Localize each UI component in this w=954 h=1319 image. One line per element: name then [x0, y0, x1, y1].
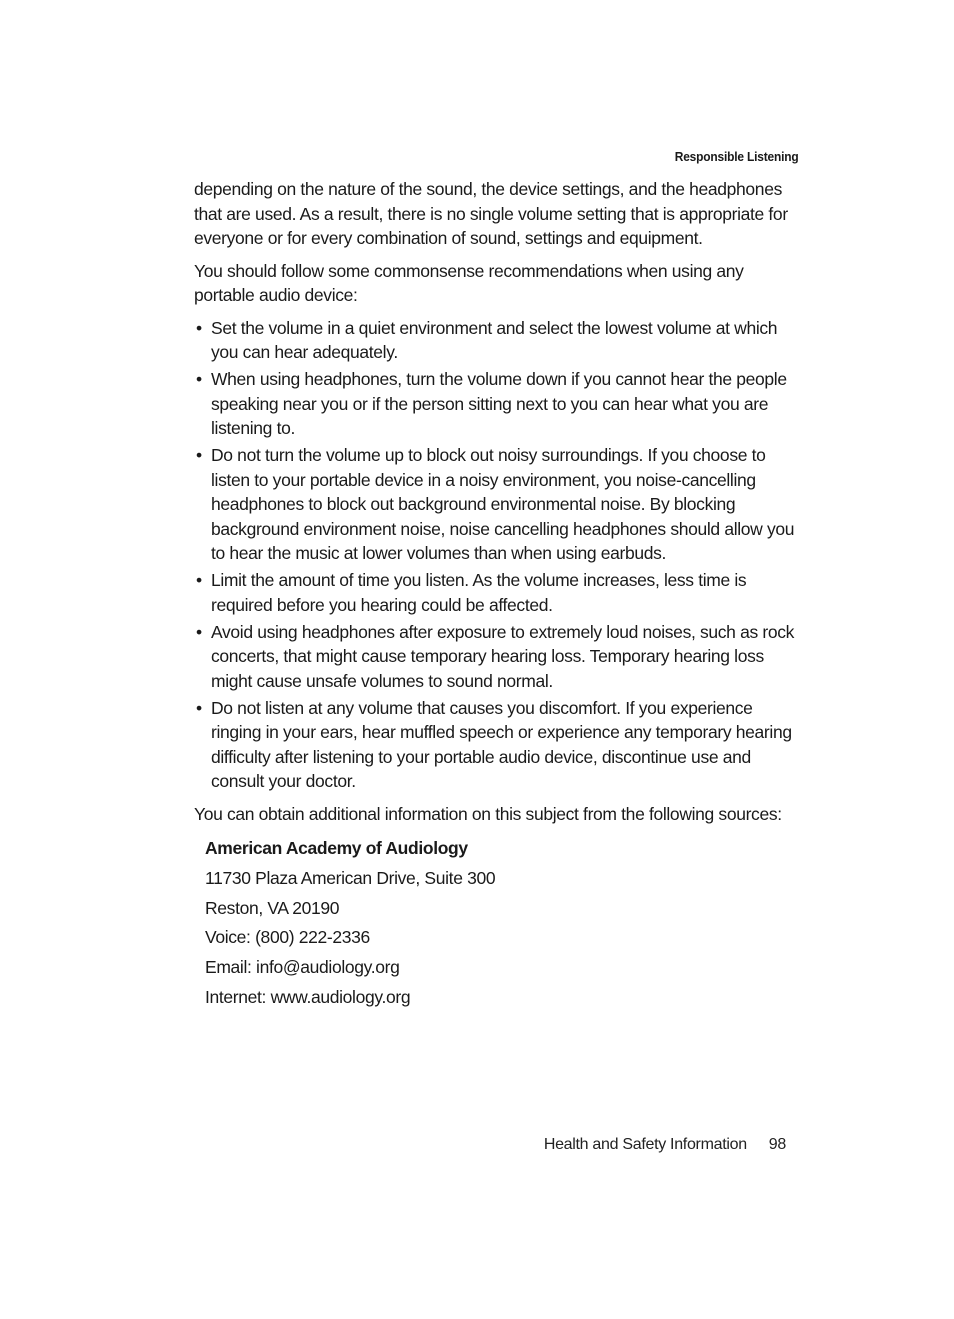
list-item: [194, 568, 798, 617]
list-item: [194, 443, 798, 566]
bullet-icon: •: [196, 445, 202, 465]
bullet-icon: •: [196, 369, 202, 389]
bullet-icon: •: [196, 621, 202, 642]
list-item: [194, 367, 798, 441]
bullet-icon: •: [196, 570, 202, 590]
contact-voice: Voice: (800) 222-2336: [205, 927, 370, 948]
list-item-text: Avoid using headphones after exposure to extremely loud noises, such as rock concerts, that might cause temporary hearing loss. Temporary hearing loss might cause unsafe volumes to sound normal.: [211, 621, 795, 691]
page-footer: [544, 1136, 786, 1154]
contact-block: [205, 834, 798, 1013]
paragraph-sources: You can obtain additional information on this subject from the following sources:: [194, 803, 782, 824]
contact-email: Email: info@audiology.org: [205, 957, 400, 978]
paragraph-recommendations: You should follow some commonsense recommendations when using any portable audio device:: [194, 260, 744, 305]
page-body: [194, 177, 798, 1013]
list-item: [194, 620, 798, 694]
footer-section-title: Health and Safety Information: [543, 1136, 747, 1153]
contact-city: Reston, VA 20190: [205, 897, 340, 918]
running-head: Responsible Listening: [674, 149, 798, 164]
bullet-icon: •: [196, 697, 202, 718]
list-item-text: Do not turn the volume up to block out noisy surroundings. If you choose to listen to your portable device in a noisy environment, you noise-cancelling headphones to block out background environmental noise. By blocking background environment noise, noise cancelling headphones should allow you to hear the music at lower volumes than when using earbuds.: [211, 445, 795, 563]
list-item-text: When using headphones, turn the volume down if you cannot hear the people speaking near you or if the person sitting next to you can hear what you are listening to.: [211, 369, 787, 438]
bullet-icon: •: [196, 317, 202, 338]
list-item: [194, 696, 798, 794]
list-item-text: Do not listen at any volume that causes you discomfort. If you experience ringing in your ears, hear muffled speech or experience any temporary hearing difficulty after listening to your portable audio device, discontinue use and consult your doctor.: [211, 697, 792, 791]
contact-internet: Internet: www.audiology.org: [205, 986, 411, 1007]
contact-organization: American Academy of Audiology: [205, 838, 468, 858]
page-number: 98: [768, 1136, 786, 1153]
list-item: [194, 316, 798, 365]
recommendation-list: [194, 316, 798, 794]
list-item-text: Limit the amount of time you listen. As the volume increases, less time is required before you hearing could be affected.: [211, 570, 747, 615]
list-item-text: Set the volume in a quiet environment and select the lowest volume at which you can hear adequately.: [211, 317, 778, 362]
paragraph-intro: depending on the nature of the sound, the device settings, and the headphones that are used. As a result, there is no single volume setting that is appropriate for everyone or for every combination of sound, settings and equipment.: [194, 179, 788, 248]
contact-address: 11730 Plaza American Drive, Suite 300: [205, 867, 496, 888]
